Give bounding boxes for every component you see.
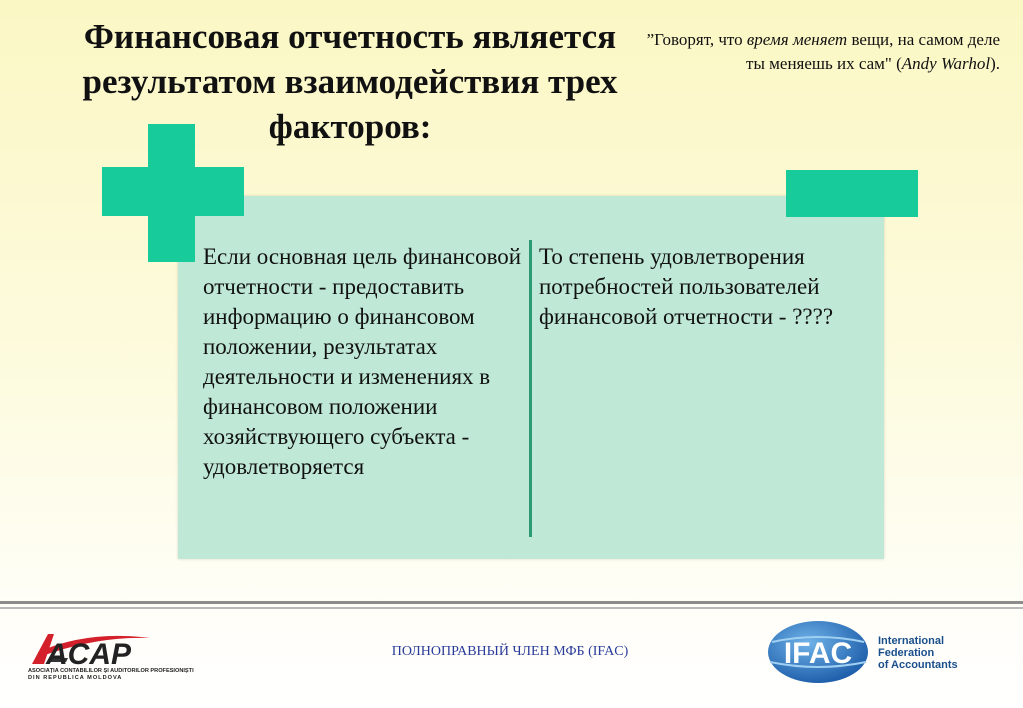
quote-italic: время меняет — [746, 30, 848, 49]
ifac-name-line2: Federation — [878, 647, 935, 659]
acap-logo — [28, 628, 194, 688]
ifac-name-line1: International — [878, 635, 945, 647]
left-column-text: Если основная цель финансовой отчетности - предоставить информацию о финансовом положении, результатах деятельности и изменениях в финансовом положении хозяйствующего субъекта - удовлетворяется — [203, 244, 522, 479]
acap-subtitle — [28, 668, 194, 682]
slide-title: Финансовая отчетность является результатом взаимодействия трех факторов: — [82, 17, 618, 146]
member-text: ПОЛНОПРАВНЫЙ ЧЛЕН МФБ (IFAC) — [391, 644, 629, 659]
acap-logo-letters: ACAP — [46, 638, 132, 671]
acap-subtitle-line2: DIN REPUBLICA MOLDOVA — [28, 675, 123, 681]
quote-part-3: ). — [990, 54, 1000, 73]
quote-part-2: вещи, на самом деле ты меняешь их сам" ( — [746, 30, 1000, 73]
quote-author: Andy Warhol — [901, 54, 991, 73]
minus-icon — [786, 170, 918, 217]
ifac-globe-icon — [766, 620, 874, 684]
footer-rule-bottom — [0, 607, 1023, 609]
ifac-name-line3: of Accountants — [878, 659, 958, 671]
ifac-logo — [766, 620, 966, 690]
quote-part-1: ”Говорят, что — [646, 30, 747, 49]
column-divider — [529, 240, 532, 537]
footer-rule-top — [0, 601, 1023, 604]
plus-icon-horizontal-bar — [102, 167, 244, 216]
acap-subtitle-line1: ASOCIAȚIA CONTABILILOR ȘI AUDITORILOR PROFESIONIȘTI — [28, 668, 194, 674]
acap-logo-mark — [28, 628, 160, 671]
quote — [640, 28, 1000, 76]
ifac-logo-letters: IFAC — [783, 637, 853, 670]
ifac-name — [878, 635, 958, 671]
right-column-text: То степень удовлетворения потребностей пользователей финансовой отчетности - ???? — [539, 244, 834, 329]
